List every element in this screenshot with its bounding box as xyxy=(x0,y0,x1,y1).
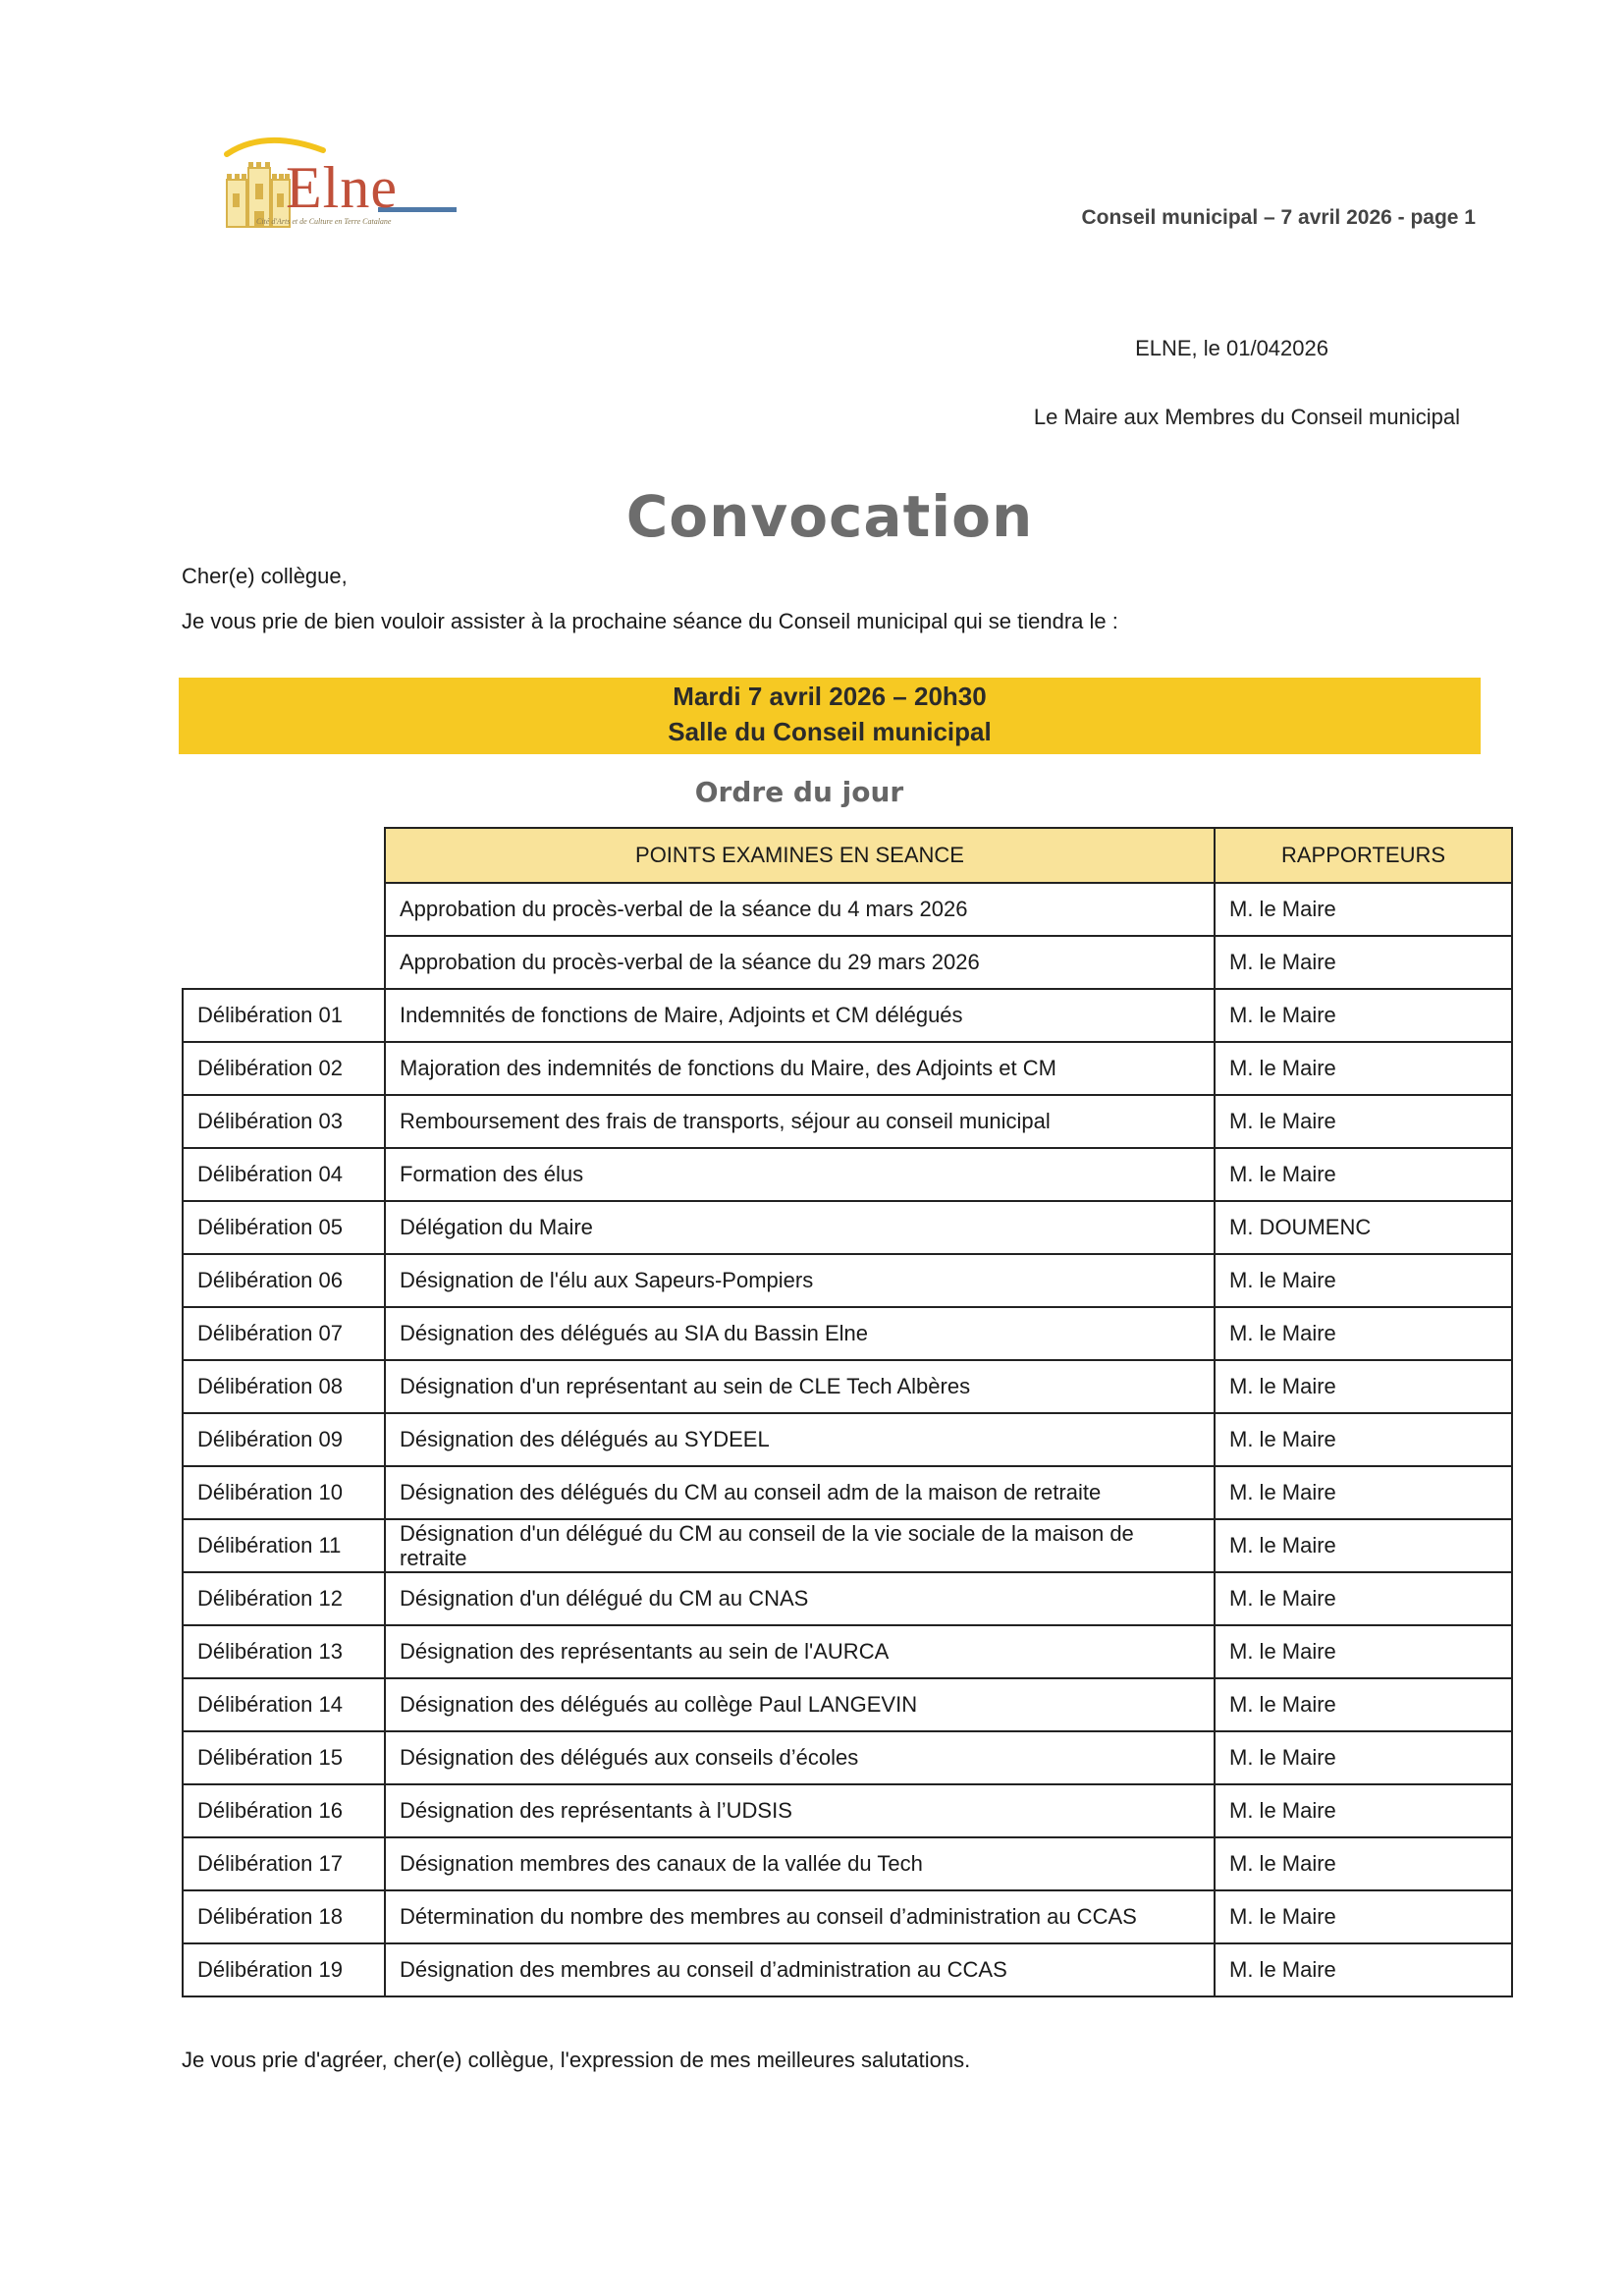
agenda-row-number: Délibération 11 xyxy=(183,1519,385,1572)
page-header: Conseil municipal – 7 avril 2026 - page 1 xyxy=(1081,206,1476,229)
column-header-points: POINTS EXAMINES EN SEANCE xyxy=(385,828,1215,883)
agenda-row-point: Désignation des délégués au collège Paul LANGEVIN xyxy=(385,1678,1215,1731)
recipient-line: Le Maire aux Membres du Conseil municipal xyxy=(1033,405,1460,429)
agenda-row-point: Délégation du Maire xyxy=(385,1201,1215,1254)
agenda-row xyxy=(183,1731,1512,1784)
agenda-row xyxy=(183,936,1512,989)
agenda-row xyxy=(183,1837,1512,1890)
salutation: Cher(e) collègue, xyxy=(182,564,348,588)
agenda-title: Ordre du jour xyxy=(694,776,904,808)
agenda-row-point: Désignation membres des canaux de la vallée du Tech xyxy=(385,1837,1215,1890)
header-blank-cell xyxy=(183,828,385,883)
agenda-row-point: Désignation d'un délégué du CM au conseil de la vie sociale de la maison de retraite xyxy=(385,1519,1215,1572)
agenda-row-rapporteur: M. le Maire xyxy=(1215,1360,1512,1413)
intro-text: Je vous prie de bien vouloir assister à la prochaine séance du Conseil municipal qui se tiendra le : xyxy=(182,609,1118,633)
agenda-row-number: Délibération 03 xyxy=(183,1095,385,1148)
column-header-rapporteurs: RAPPORTEURS xyxy=(1215,828,1512,883)
agenda-row-rapporteur: M. le Maire xyxy=(1215,1784,1512,1837)
agenda-row-point: Indemnités de fonctions de Maire, Adjoints et CM délégués xyxy=(385,989,1215,1042)
agenda-row-rapporteur: M. le Maire xyxy=(1215,1466,1512,1519)
agenda-row xyxy=(183,1784,1512,1837)
logo-name: Elne xyxy=(286,155,398,220)
agenda-row-number: Délibération 17 xyxy=(183,1837,385,1890)
agenda-row-number xyxy=(183,883,385,936)
agenda-row-number: Délibération 07 xyxy=(183,1307,385,1360)
logo xyxy=(221,133,466,236)
agenda-row xyxy=(183,1519,1512,1572)
agenda-row-point: Désignation d'un représentant au sein de CLE Tech Albères xyxy=(385,1360,1215,1413)
agenda-row xyxy=(183,1307,1512,1360)
agenda-row xyxy=(183,883,1512,936)
agenda-row-point: Désignation des représentants à l’UDSIS xyxy=(385,1784,1215,1837)
agenda-row-rapporteur: M. DOUMENC xyxy=(1215,1201,1512,1254)
agenda-row-number: Délibération 15 xyxy=(183,1731,385,1784)
date-line: ELNE, le 01/042026 xyxy=(1135,336,1328,360)
agenda-row-number: Délibération 09 xyxy=(183,1413,385,1466)
closing-line: Je vous prie d'agréer, cher(e) collègue, l'expression de mes meilleures salutations. xyxy=(182,2048,971,2072)
agenda-row xyxy=(183,1254,1512,1307)
agenda-row-point: Désignation des délégués au SYDEEL xyxy=(385,1413,1215,1466)
agenda-row-rapporteur: M. le Maire xyxy=(1215,1943,1512,1996)
agenda-row-point: Formation des élus xyxy=(385,1148,1215,1201)
agenda-row-point: Désignation des représentants au sein de l'AURCA xyxy=(385,1625,1215,1678)
agenda-row-point: Majoration des indemnités de fonctions du Maire, des Adjoints et CM xyxy=(385,1042,1215,1095)
agenda-row xyxy=(183,1413,1512,1466)
agenda-row-number: Délibération 12 xyxy=(183,1572,385,1625)
agenda-row-point: Désignation des membres au conseil d’administration au CCAS xyxy=(385,1943,1215,1996)
agenda-row-point: Désignation de l'élu aux Sapeurs-Pompiers xyxy=(385,1254,1215,1307)
agenda-row xyxy=(183,1201,1512,1254)
agenda-row xyxy=(183,1095,1512,1148)
agenda-row-number: Délibération 08 xyxy=(183,1360,385,1413)
agenda-row-number: Délibération 02 xyxy=(183,1042,385,1095)
agenda-row xyxy=(183,1678,1512,1731)
agenda-row-rapporteur: M. le Maire xyxy=(1215,1413,1512,1466)
agenda-row-point: Approbation du procès-verbal de la séance du 29 mars 2026 xyxy=(385,936,1215,989)
agenda-row-rapporteur: M. le Maire xyxy=(1215,1890,1512,1943)
agenda-row-point: Remboursement des frais de transports, séjour au conseil municipal xyxy=(385,1095,1215,1148)
meeting-date-time: Mardi 7 avril 2026 – 20h30 xyxy=(673,682,987,711)
agenda-row xyxy=(183,1360,1512,1413)
agenda-row xyxy=(183,1943,1512,1996)
meeting-location: Salle du Conseil municipal xyxy=(668,717,992,746)
agenda-row-number: Délibération 13 xyxy=(183,1625,385,1678)
agenda-row-rapporteur: M. le Maire xyxy=(1215,1678,1512,1731)
agenda-row-number xyxy=(183,936,385,989)
agenda-row-point: Désignation des délégués du CM au conseil adm de la maison de retraite xyxy=(385,1466,1215,1519)
agenda-row-rapporteur: M. le Maire xyxy=(1215,989,1512,1042)
agenda-row-number: Délibération 04 xyxy=(183,1148,385,1201)
agenda-row-point: Détermination du nombre des membres au conseil d’administration au CCAS xyxy=(385,1890,1215,1943)
agenda-row-number: Délibération 10 xyxy=(183,1466,385,1519)
agenda-row-rapporteur: M. le Maire xyxy=(1215,1837,1512,1890)
agenda-header-row xyxy=(183,828,1512,883)
page-title: Convocation xyxy=(625,483,1034,550)
agenda-row-number: Délibération 05 xyxy=(183,1201,385,1254)
agenda-row-rapporteur: M. le Maire xyxy=(1215,1731,1512,1784)
agenda-row xyxy=(183,1625,1512,1678)
agenda-row xyxy=(183,1466,1512,1519)
agenda-row-rapporteur: M. le Maire xyxy=(1215,1625,1512,1678)
agenda-row-point: Approbation du procès-verbal de la séance du 4 mars 2026 xyxy=(385,883,1215,936)
agenda-row-point: Désignation d'un délégué du CM au CNAS xyxy=(385,1572,1215,1625)
logo-tagline: Cité d'Arts et de Culture en Terre Catalane xyxy=(256,217,392,226)
agenda-row-number: Délibération 16 xyxy=(183,1784,385,1837)
agenda-row-number: Délibération 19 xyxy=(183,1943,385,1996)
agenda-row-number: Délibération 06 xyxy=(183,1254,385,1307)
agenda-row-rapporteur: M. le Maire xyxy=(1215,883,1512,936)
agenda-row-rapporteur: M. le Maire xyxy=(1215,1572,1512,1625)
agenda-row-number: Délibération 14 xyxy=(183,1678,385,1731)
agenda-row-rapporteur: M. le Maire xyxy=(1215,1307,1512,1360)
meeting-banner xyxy=(179,678,1481,754)
agenda-row-number: Délibération 01 xyxy=(183,989,385,1042)
agenda-row xyxy=(183,1042,1512,1095)
agenda-row-rapporteur: M. le Maire xyxy=(1215,1254,1512,1307)
agenda-row xyxy=(183,1890,1512,1943)
agenda-row-rapporteur: M. le Maire xyxy=(1215,1042,1512,1095)
agenda-row-point: Désignation des délégués aux conseils d’écoles xyxy=(385,1731,1215,1784)
agenda-row-number: Délibération 18 xyxy=(183,1890,385,1943)
agenda-row-rapporteur: M. le Maire xyxy=(1215,936,1512,989)
agenda-row-rapporteur: M. le Maire xyxy=(1215,1519,1512,1572)
agenda-row xyxy=(183,1148,1512,1201)
agenda-row xyxy=(183,989,1512,1042)
agenda-row-rapporteur: M. le Maire xyxy=(1215,1148,1512,1201)
agenda-row-rapporteur: M. le Maire xyxy=(1215,1095,1512,1148)
agenda-row-point: Désignation des délégués au SIA du Bassin Elne xyxy=(385,1307,1215,1360)
agenda-table xyxy=(182,827,1513,1997)
agenda-row xyxy=(183,1572,1512,1625)
